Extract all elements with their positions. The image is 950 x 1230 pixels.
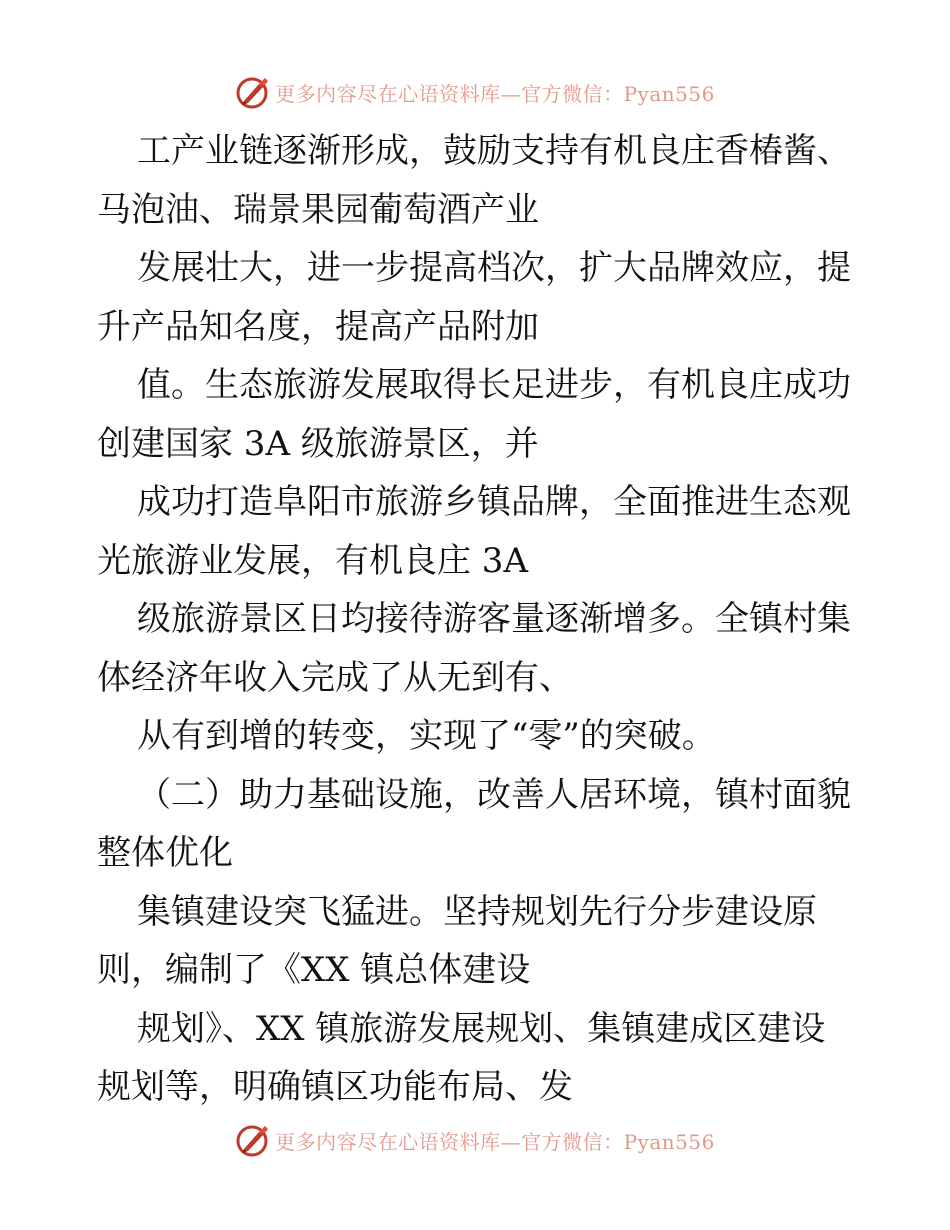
text-line: 工产业链逐渐形成，鼓励支持有机良庄香椿酱、 [137, 131, 851, 171]
text-line: 从有到增的转变，实现了“零”的突破。 [137, 716, 716, 756]
document-body [97, 122, 857, 1117]
text-line: 升产品知名度，提高产品附加 [97, 306, 539, 347]
header-banner [0, 72, 950, 112]
text-line: 创建国家 3A 级旅游景区，并 [97, 423, 539, 464]
text-line: 规划》、XX 镇旅游发展规划、集镇建成区建设 [137, 1008, 826, 1049]
text-line: 则，编制了《XX 镇总体建设 [97, 950, 531, 990]
text-line: 成功打造阜阳市旅游乡镇品牌，全面推进生态观 [137, 482, 851, 522]
text-line: 集镇建设突飞猛进。坚持规划先行分步建设原 [137, 891, 817, 932]
text-line: 体经济年收入完成了从无到有、 [97, 657, 573, 698]
text-line: 值。生态旅游发展取得长足进步，有机良庄成功 [137, 365, 851, 405]
footer-banner-text: 更多内容尽在心语资料库—官方微信：Pyan556 [275, 1129, 715, 1154]
text-line: 发展壮大，进一步提高档次，扩大品牌效应，提 [137, 248, 851, 288]
text-line: 级旅游景区日均接待游客量逐渐增多。全镇村集 [137, 599, 851, 639]
header-banner-text: 更多内容尽在心语资料库—官方微信：Pyan556 [275, 81, 715, 106]
text-line: （二）助力基础设施，改善人居环境，镇村面貌 [137, 774, 851, 815]
text-line: 马泡油、瑞景果园葡萄酒产业 [97, 189, 539, 230]
pen-logo-icon [235, 1122, 271, 1158]
pen-logo-icon [235, 74, 271, 110]
text-line: 光旅游业发展，有机良庄 3A [97, 540, 528, 581]
footer-banner [0, 1120, 950, 1160]
text-line: 整体优化 [97, 833, 233, 873]
text-line: 规划等，明确镇区功能布局、发 [97, 1067, 573, 1107]
